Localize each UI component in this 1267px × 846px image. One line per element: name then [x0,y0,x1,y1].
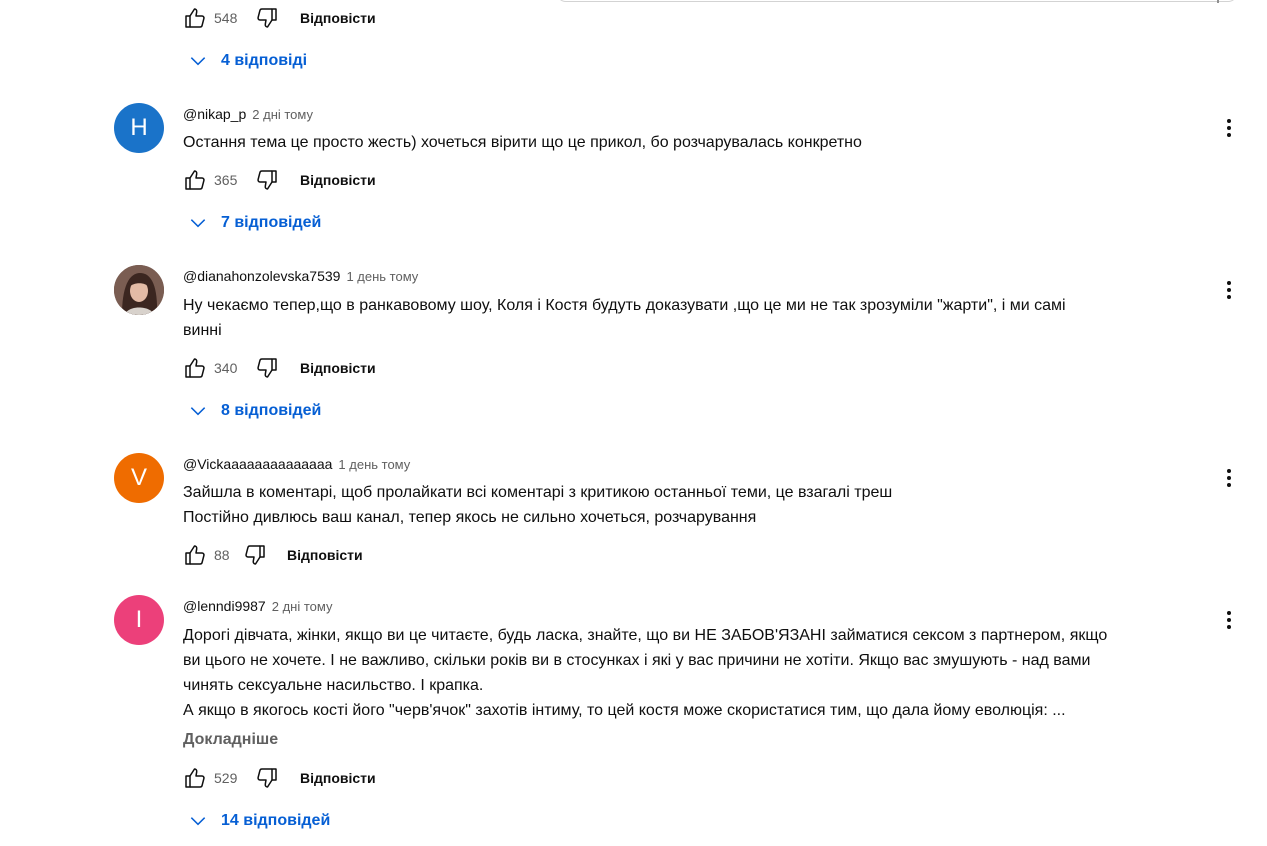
avatar-letter: H [130,114,148,141]
replies-toggle-label: 8 відповідей [221,402,322,419]
comment-time[interactable]: 1 день тому [338,456,411,472]
chevron-down-icon [188,811,208,831]
comment-text [183,480,1213,530]
more-vert-icon [1217,278,1241,302]
dislike-icon[interactable] [254,765,280,791]
dislike-icon[interactable] [254,5,280,31]
avatar[interactable] [114,265,164,315]
avatar-letter: V [130,464,147,491]
like-count: 365 [214,172,238,188]
like-icon[interactable] [182,167,208,193]
comment-text-line: Дорогі дівчата, жінки, якщо ви це читаєте, будь ласка, знайте, що ви НЕ ЗАБОВ'ЯЗАНІ займатися сексом з партнером, якщо [183,627,1108,644]
comment-text-line: Остання тема це просто жесть) хочеться вірити що це прикол, бо розчарувалась конкретно [183,134,862,151]
comment-text-line: Ну чекаємо тепер,що в ранкавовому шоу, Коля і Костя будуть доказувати ,що це ми не так зрозуміли "жарти", і ми самі [183,297,1066,314]
avatar[interactable] [114,595,164,645]
like-count: 529 [214,770,238,786]
reply-button[interactable]: Відповісти [287,547,363,563]
replies-toggle[interactable] [188,46,307,76]
comment-text-line: ви цього не хочете. І не важливо, скільки років ви в стосунках і які у вас причини не хотіти. Якщо вас змушують - над вами [183,652,1091,669]
chevron-down-icon [188,401,208,421]
reply-button[interactable]: Відповісти [300,360,376,376]
comment-author[interactable]: @dianahonzolevska7539 [183,268,341,284]
like-icon[interactable] [182,765,208,791]
chevron-down-icon [188,51,208,71]
replies-toggle[interactable] [188,208,321,238]
replies-toggle[interactable] [188,806,330,836]
like-count: 340 [214,360,238,376]
like-icon[interactable] [182,5,208,31]
comment-menu-button[interactable] [1216,465,1242,491]
replies-toggle-label: 4 відповіді [221,52,308,69]
comment-time[interactable]: 2 дні тому [271,598,333,614]
more-vert-icon [1217,608,1241,632]
comment-menu-button[interactable] [1216,607,1242,633]
comment-text [183,130,1213,155]
comment-text-line: А якщо в якогось кості його "черв'ячок" захотів інтиму, то цей костя може скористатися тим, що дала йому еволюція: ... [183,702,1066,719]
comment-actions [182,763,376,793]
reply-button[interactable]: Відповісти [300,10,376,26]
comment-actions [182,353,376,383]
replies-toggle-label: 7 відповідей [221,214,322,231]
comment-menu-button[interactable] [1216,277,1242,303]
comment-time[interactable]: 2 дні тому [252,106,313,122]
comment-actions [182,540,363,570]
reply-button[interactable]: Відповісти [300,770,376,786]
like-icon[interactable] [182,542,208,568]
like-icon[interactable] [182,355,208,381]
avatar[interactable] [114,453,164,503]
comment-text-line: Постійно дивлюсь ваш канал, тепер якось не сильно хочеться, розчарування [183,509,757,526]
comment-menu-button[interactable] [1216,115,1242,141]
replies-toggle-label: 14 відповідей [221,812,331,829]
comment-text-line: винні [183,322,222,339]
comment-actions-top [182,3,376,33]
comment-text [183,623,1213,723]
scrollbar-thumb[interactable] [1217,0,1219,3]
more-vert-icon [1217,466,1241,490]
comment-author[interactable]: @lenndi9987 [183,598,266,614]
avatar-photo [114,265,164,315]
comment-text-line: чинять сексуальне насильство. І крапка. [183,677,484,694]
dislike-icon[interactable] [242,542,268,568]
avatar[interactable] [114,103,164,153]
search-box-edge [556,0,1238,2]
read-more-link[interactable]: Докладніше [183,731,279,748]
like-count: 88 [214,547,230,563]
reply-button[interactable]: Відповісти [300,172,376,188]
comment-actions [182,165,376,195]
more-vert-icon [1217,116,1241,140]
comment-text [183,293,1213,343]
comment-author[interactable]: @nikap_p [183,106,247,122]
avatar-letter: I [135,606,143,633]
dislike-icon[interactable] [254,355,280,381]
comment-time[interactable]: 1 день тому [346,268,419,284]
like-count: 548 [214,10,238,26]
chevron-down-icon [188,213,208,233]
replies-toggle[interactable] [188,396,321,426]
comment-author[interactable]: @Vickaaaaaaaaaaaaaa [183,456,333,472]
dislike-icon[interactable] [254,167,280,193]
comment-text-line: Зайшла в коментарі, щоб пролайкати всі коментарі з критикою останньої теми, це взагалі треш [183,484,893,501]
